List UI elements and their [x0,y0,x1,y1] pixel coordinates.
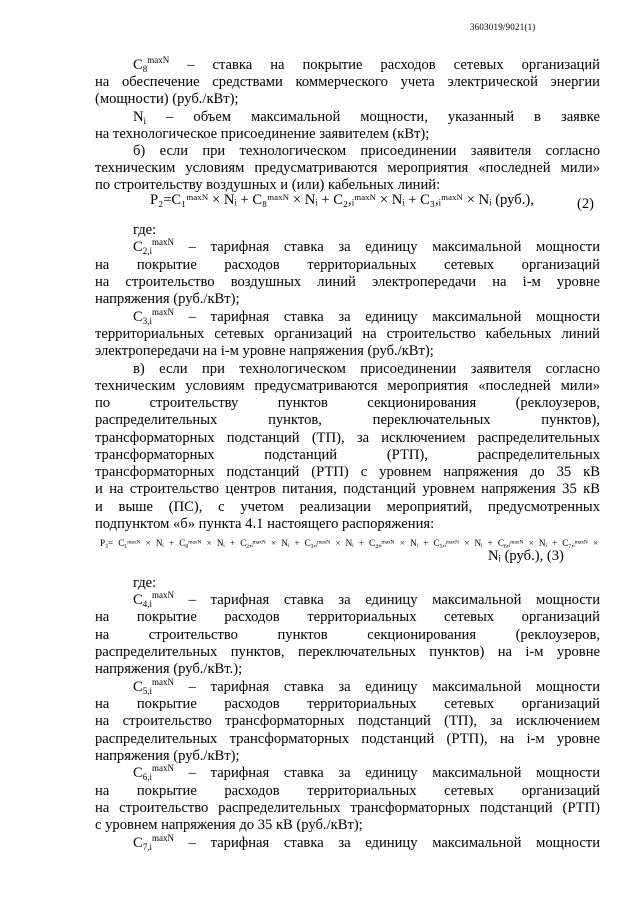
text-line: б) если при технологическом присоединении заявителя согласно [133,143,600,159]
text-line: на покрытие расходов территориальных сетевых организаций [95,609,600,625]
text-line: распределительных пунктов, переключательных пунктов) на i-м уровне [95,644,600,660]
text-line: распределительных трансформаторных подстанций (РТП), на i-м уровне [95,731,600,747]
text-line: на строительство распределительных трансформаторных подстанций (РТП) [95,800,600,816]
text-line: на покрытие расходов территориальных сетевых организаций [95,257,600,273]
text-line: трансформаторных подстанций (РТП), распределительных [95,447,600,463]
text-line: с уровнем напряжения до 35 кВ (руб./кВт); [95,817,363,833]
text-line: по строительству воздушных и (или) кабельных линий: [95,177,441,193]
text-line: территориальных сетевых организаций на строительство кабельных линий [95,326,600,342]
formula-3-tail: Nᵢ (руб.), (3) [488,548,564,564]
text-line: где: [133,575,157,591]
text-line: на покрытие расходов территориальных сетевых организаций [95,783,600,799]
text-line: где: [133,222,157,238]
text-line: на строительство пунктов секционирования (реклоузеров, [95,627,600,643]
c5-definition-line: $C_{5,i}^{maxN}$ – тарифная ставка за единицу максимальной мощности [133,677,600,696]
c6-definition-line: $C_{6,i}^{maxN}$ – тарифная ставка за единицу максимальной мощности [133,763,600,782]
text-line: техническим условиям предусматриваются мероприятия «последней мили» [95,160,600,176]
text-line: на строительство воздушных линий электропередачи на i-м уровне [95,274,600,290]
text-line: напряжения (руб./кВт.); [95,661,243,677]
c8-definition-line: $C_8^{maxN}$ – ставка на покрытие расходов сетевых организаций [133,55,600,74]
formula-2-number: (2) [577,196,595,212]
text-line: трансформаторных подстанций (РТП) с уровнем напряжения до 35 кВ [95,464,600,480]
text-line: и выше (ПС), с учетом реализации мероприятий, предусмотренных [95,499,600,515]
text-line: трансформаторных подстанций (ТП), за исключением распределительных [95,430,600,446]
text-line: на строительство трансформаторных подстанций (ТП), за исключением [95,713,600,729]
text-line: (мощности) (руб./кВт); [95,91,239,107]
c3-definition-line: $C_{3,i}^{maxN}$ – тарифная ставка за единицу максимальной мощности [133,307,600,326]
text-line: на технологическое присоединение заявителем (кВт); [95,126,430,142]
text-line: техническим условиям предусматриваются мероприятия «последней мили» [95,378,600,394]
c7-definition-line: $C_{7,i}^{maxN}$ – тарифная ставка за единицу максимальной мощности [133,833,600,852]
text-line: напряжения (руб./кВт); [95,748,240,764]
text-line: на обеспечение средствами коммерческого учета электрической энергии [95,74,600,90]
document-number: 3603019/9021(1) [470,22,536,32]
formula-3: P₃= C₁ᵐᵃˣᴺ × Nᵢ + C₈ᵐᵃˣᴺ × Nᵢ + C₂,ᵢᵐᵃˣᴺ × Nᵢ + C₃,ᵢᵐᵃˣᴺ × Nᵢ + C₄,ᵢᵐᵃˣᴺ × Nᵢ + C₅,ᵢᵐᵃˣᴺ × Nᵢ + C₆,ᵢᵐᵃˣᴺ × Nᵢ + C₇,ᵢᵐᵃˣᴺ × [100,538,598,548]
text-line: распределительных пунктов, переключательных пунктов), [95,412,600,428]
ni-definition-line: $N_i$ – объем максимальной мощности, указанный в заявке [133,109,600,126]
formula-2: P₂=C₁ᵐᵃˣᴺ × Nᵢ + C₈ᵐᵃˣᴺ × Nᵢ + C₂,ᵢᵐᵃˣᴺ × Nᵢ + C₃,ᵢᵐᵃˣᴺ × Nᵢ (руб.), [150,192,534,208]
text-line: в) если при технологическом присоединении заявителя согласно [133,361,600,377]
text-line: и на строительство центров питания, подстанций уровнем напряжения 35 кВ [95,481,600,497]
c2-definition-line: $C_{2,i}^{maxN}$ – тарифная ставка за единицу максимальной мощности [133,237,600,256]
c4-definition-line: $C_{4,i}^{maxN}$ – тарифная ставка за единицу максимальной мощности [133,590,600,609]
text-line: на покрытие расходов территориальных сетевых организаций [95,696,600,712]
text-line: электропередачи на i-м уровне напряжения (руб./кВт); [95,343,434,359]
text-line: по строительству пунктов секционирования (реклоузеров, [95,395,600,411]
text-line: напряжения (руб./кВт); [95,291,240,307]
text-line: подпунктом «б» пункта 4.1 настоящего распоряжения: [95,516,435,532]
